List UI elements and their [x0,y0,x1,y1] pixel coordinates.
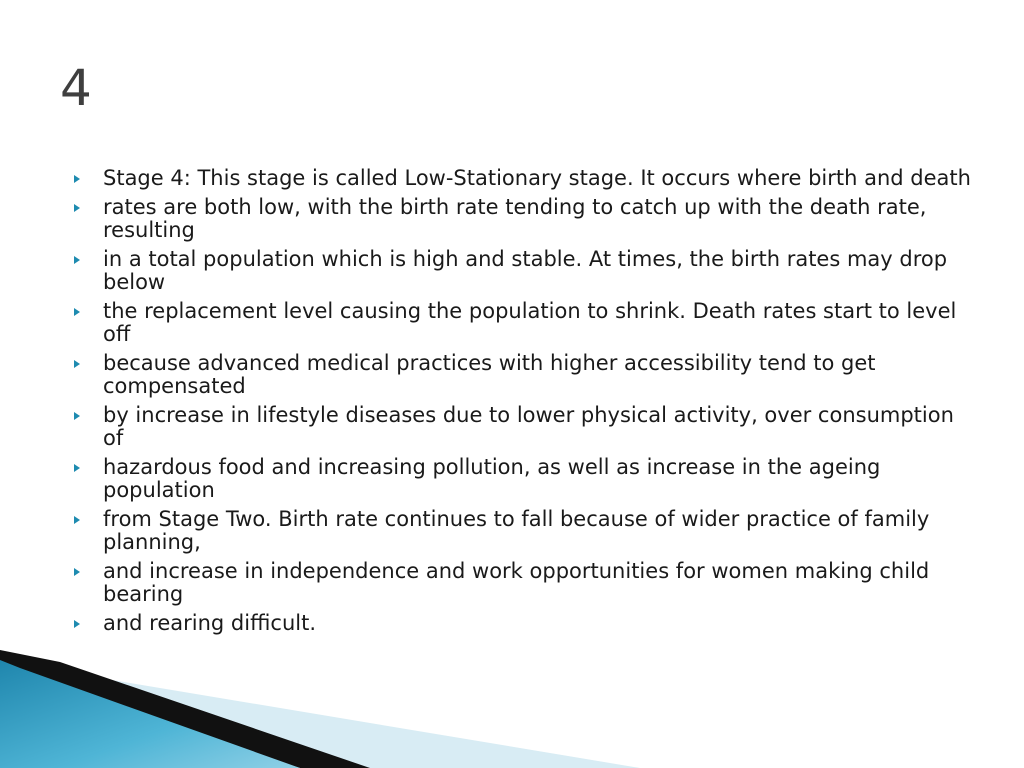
triangle-bullet-icon [74,568,80,576]
triangle-bullet-icon [74,464,80,472]
bullet-text: and increase in independence and work opportunities for women making child bearing [103,559,930,606]
bullet-item [74,196,974,242]
triangle-bullet-icon [74,256,80,264]
bullet-item [74,456,974,502]
bullet-list [74,167,974,641]
teal-swoosh [0,660,300,768]
bullet-item [74,404,974,450]
triangle-bullet-icon [74,360,80,368]
bullet-text: hazardous food and increasing pollution, as well as increase in the ageing population [103,455,881,502]
triangle-bullet-icon [74,175,80,183]
bullet-item [74,300,974,346]
triangle-bullet-icon [74,620,80,628]
bullet-item [74,248,974,294]
triangle-bullet-icon [74,204,80,212]
triangle-bullet-icon [74,412,80,420]
corner-swoosh-decoration [0,638,1024,768]
bullet-item [74,560,974,606]
bullet-text: in a total population which is high and stable. At times, the birth rates may drop below [103,247,948,294]
bullet-item [74,508,974,554]
bullet-item [74,352,974,398]
bullet-item [74,612,974,635]
bullet-text: because advanced medical practices with higher accessibility tend to get compensated [103,351,876,398]
bullet-text: from Stage Two. Birth rate continues to fall because of wider practice of family planning, [103,507,930,554]
dark-stripe [0,650,370,768]
slide-title: 4 [60,59,92,117]
bullet-text: and rearing difficult. [103,611,316,635]
triangle-bullet-icon [74,516,80,524]
bullet-text: the replacement level causing the population to shrink. Death rates start to level off [103,299,957,346]
triangle-bullet-icon [74,308,80,316]
bullet-text: rates are both low, with the birth rate tending to catch up with the death rate, resulting [103,195,927,242]
bullet-text: Stage 4: This stage is called Low-Stationary stage. It occurs where birth and death [103,166,971,190]
light-wedge [0,650,640,768]
bullet-text: by increase in lifestyle diseases due to lower physical activity, over consumption of [103,403,954,450]
bullet-item [74,167,974,190]
